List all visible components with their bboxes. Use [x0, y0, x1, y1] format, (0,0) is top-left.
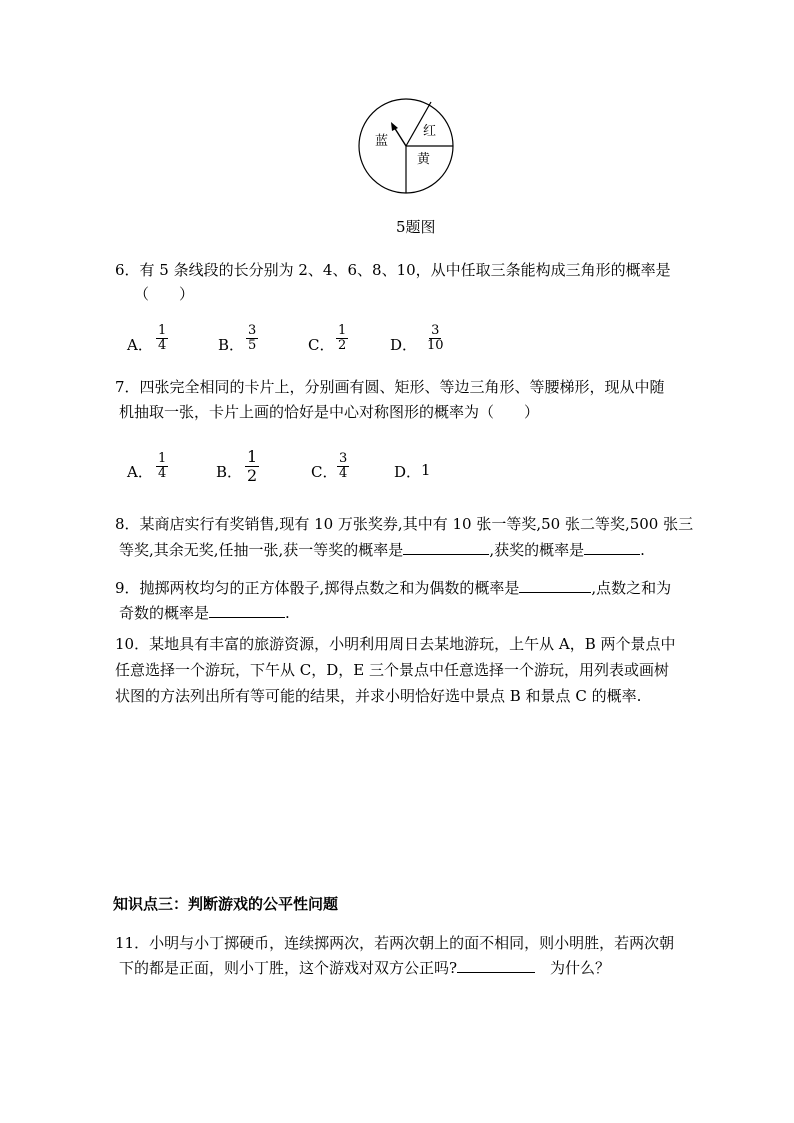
q11-text-a: 下的都是正面，则小丁胜，这个游戏对双方公正吗? — [119, 959, 458, 977]
q8-line1: 8．某商店实行有奖销售,现有 10 万张奖券,其中有 10 张一等奖,50 张二等奖,500 张三 — [115, 515, 694, 533]
q9-blank-odd[interactable] — [209, 601, 285, 618]
q7-option-a-fraction — [156, 452, 168, 481]
q8-text-a: 等奖,其余无奖,任抽一张,获一等奖的概率是 — [119, 541, 404, 559]
q7-option-c-fraction — [337, 452, 349, 481]
q7-line1: 7．四张完全相同的卡片上，分别画有圆、矩形、等边三角形、等腰梯形，现从中随 — [115, 378, 665, 396]
numerator: 1 — [158, 323, 167, 338]
q11-line2 — [119, 956, 610, 979]
pointer-arrow-shaft — [394, 127, 406, 146]
q6-text: 6．有 5 条线段的长分别为 2、4、6、8、10，从中任取三条能构成三角形的概率是 — [115, 261, 671, 279]
numerator: 1 — [338, 323, 347, 338]
q6-option-d-fraction — [425, 324, 446, 353]
q8-blank-first-prize[interactable] — [403, 538, 489, 555]
q7-option-b-label: B． — [216, 463, 243, 481]
q7-line2: 机抽取一张，卡片上画的恰好是中心对称图形的概率为（ ） — [119, 403, 540, 421]
q10-line3: 状图的方法列出所有等可能的结果，并求小明恰好选中景点 B 和景点 C 的概率. — [115, 687, 642, 705]
q6-option-b-fraction — [246, 324, 258, 353]
q9-text-c: 奇数的概率是 — [119, 604, 210, 622]
denominator: 4 — [158, 466, 167, 481]
q7-option-c-label: C． — [311, 463, 338, 481]
q8-blank-any-prize[interactable] — [584, 538, 640, 555]
q10-line2: 任意选择一个游玩，下午从 C，D，E 三个景点中任意选择一个游玩，用列表或画树 — [115, 661, 669, 679]
numerator: 3 — [339, 451, 348, 466]
q9-text-b: ,点数之和为 — [591, 579, 672, 597]
denominator: 2 — [338, 338, 347, 353]
numerator: 1 — [247, 447, 258, 466]
pointer-arrow-head — [391, 122, 398, 131]
q7-option-d-label: D． — [394, 463, 422, 481]
denominator: 5 — [248, 338, 257, 353]
numerator: 3 — [431, 323, 440, 338]
q7-option-b-fraction — [245, 448, 259, 485]
q6-option-c-fraction — [336, 324, 348, 353]
label-blue: 蓝 — [375, 134, 389, 149]
q9-text-d: . — [285, 604, 290, 622]
figure-caption: 5题图 — [396, 218, 436, 236]
q6-option-c-label: C． — [308, 336, 335, 354]
spinner-figure — [355, 98, 459, 194]
q7-option-a-label: A． — [127, 463, 153, 481]
q6-option-a-fraction — [156, 324, 168, 353]
q6-option-d-label: D． — [390, 336, 418, 354]
q9-blank-even[interactable] — [519, 576, 591, 593]
q7-option-d-value: 1 — [421, 461, 431, 479]
q8-text-c: . — [640, 541, 645, 559]
denominator: 2 — [247, 466, 258, 485]
denominator: 10 — [427, 338, 444, 353]
label-red: 红 — [423, 124, 437, 139]
q11-text-b: 为什么？ — [535, 959, 611, 977]
q11-blank-fair[interactable] — [457, 956, 535, 973]
denominator: 4 — [339, 466, 348, 481]
q11-line1: 11．小明与小丁掷硬币，连续掷两次，若两次朝上的面不相同，则小明胜，若两次朝 — [115, 934, 675, 952]
denominator: 4 — [158, 338, 167, 353]
q6-paren: （ ） — [134, 285, 195, 303]
q9-text-a: 9．抛掷两枚均匀的正方体骰子,掷得点数之和为偶数的概率是 — [115, 579, 520, 597]
q8-text-b: ,获奖的概率是 — [489, 541, 585, 559]
q6-option-a-label: A． — [127, 336, 153, 354]
q8-line2 — [119, 538, 645, 561]
q10-line1: 10．某地具有丰富的旅游资源，小明利用周日去某地游玩，上午从 A，B 两个景点中 — [115, 635, 676, 653]
numerator: 1 — [158, 451, 167, 466]
section-title: 知识点三：判断游戏的公平性问题 — [113, 895, 339, 913]
q6-option-b-label: B． — [218, 336, 245, 354]
label-yellow: 黄 — [417, 152, 431, 167]
q9-line1 — [115, 576, 671, 599]
numerator: 3 — [248, 323, 257, 338]
q9-line2 — [119, 601, 290, 624]
